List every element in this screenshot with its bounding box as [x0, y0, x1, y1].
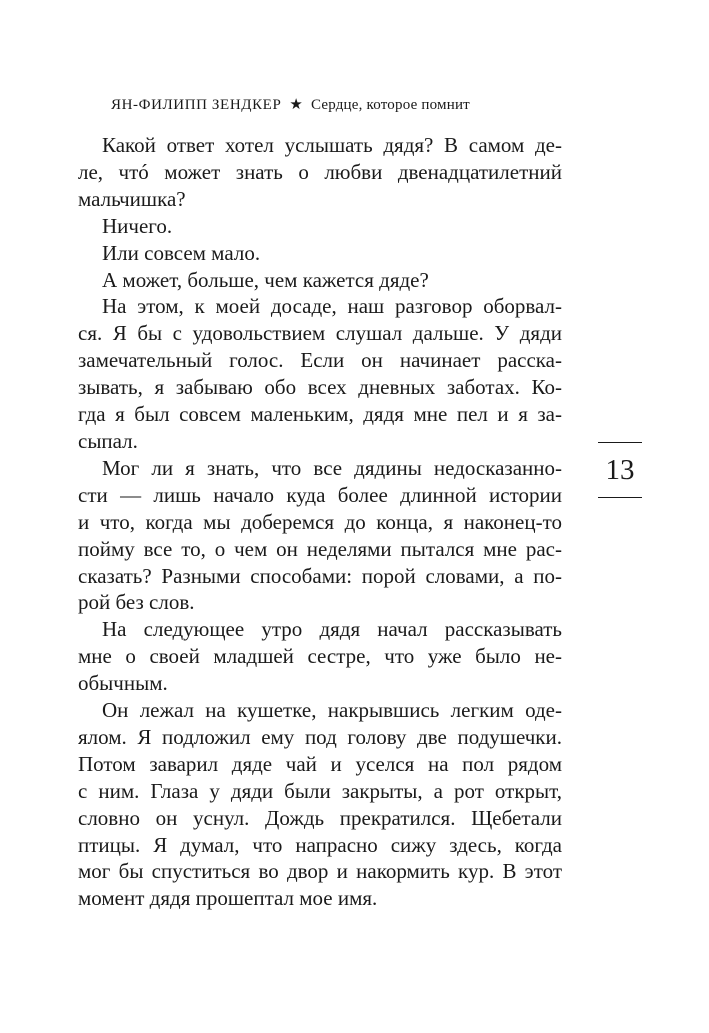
text-line: ся. Я бы с удовольствием слушал дальше. У дяди: [78, 321, 562, 346]
page-number-block: [598, 442, 642, 498]
text-line: замечательный голос. Если он начинает расска-: [78, 348, 562, 373]
text-line: с ним. Глаза у дяди были закрыты, а рот открыт,: [78, 778, 562, 803]
paragraph: [78, 293, 562, 454]
text-line: Потом заварил дяде чай и уселся на пол рядом: [78, 751, 562, 776]
header-author: ЯН-ФИЛИПП ЗЕНДКЕР: [111, 97, 282, 113]
text-line: словно он уснул. Дождь прекратился. Щебетали: [78, 805, 562, 830]
text-line: мне о своей младшей сестре, что уже было не-: [78, 644, 562, 669]
text-line: сказать? Разными способами: порой словами, а по-: [78, 563, 562, 588]
text-line: ле, чтó может знать о любви двенадцатилетний: [78, 159, 562, 184]
text-line: зывать, я забываю обо всех дневных заботах. Ко-: [78, 375, 562, 400]
text-line: момент дядя прошептал мое имя.: [78, 886, 378, 911]
text-line: сти — лишь начало куда более длинной истории: [78, 482, 562, 507]
paragraph: [78, 616, 562, 697]
paragraph: [78, 240, 562, 267]
running-head: [111, 95, 561, 114]
paragraph: [78, 455, 562, 616]
paragraph: [78, 267, 562, 294]
text-line: На следующее утро дядя начал рассказывать: [102, 617, 562, 642]
text-line: Или совсем мало.: [102, 240, 261, 265]
text-line: и что, когда мы доберемся до конца, я наконец-то: [78, 509, 562, 534]
text-line: сыпал.: [78, 428, 138, 453]
paragraph: [78, 697, 562, 912]
text-line: Какой ответ хотел услышать дядя? В самом де-: [102, 133, 562, 157]
body-text: [78, 132, 562, 912]
text-line: А может, больше, чем кажется дяде?: [102, 267, 429, 292]
star-icon: ★: [289, 97, 303, 113]
text-line: мальчишка?: [78, 186, 186, 211]
paragraph: [78, 213, 562, 240]
text-line: Мог ли я знать, что все дядины недосказанно-: [102, 455, 562, 480]
text-line: рой без слов.: [78, 590, 195, 615]
text-line: ялом. Я подложил ему под голову две подушечки.: [78, 724, 562, 749]
text-line: На этом, к моей досаде, наш разговор оборвал-: [102, 294, 562, 319]
text-line: Он лежал на кушетке, накрывшись легким оде-: [102, 698, 562, 723]
text-line: мог бы спуститься во двор и накормить кур. В этот: [78, 859, 562, 884]
text-line: птицы. Я думал, что напрасно сижу здесь, когда: [78, 832, 562, 857]
text-line: обычным.: [78, 671, 168, 696]
text-line: пойму все то, о чем он неделями пытался мне рас-: [78, 536, 562, 561]
header-title: Сердце, которое помнит: [310, 97, 470, 113]
text-line: гда я был совсем маленьким, дядя мне пел и я за-: [78, 402, 562, 427]
paragraph: [78, 132, 562, 213]
page-number: 13: [605, 454, 635, 487]
text-line: Ничего.: [102, 213, 173, 238]
folio-rule-bottom: [598, 497, 642, 498]
